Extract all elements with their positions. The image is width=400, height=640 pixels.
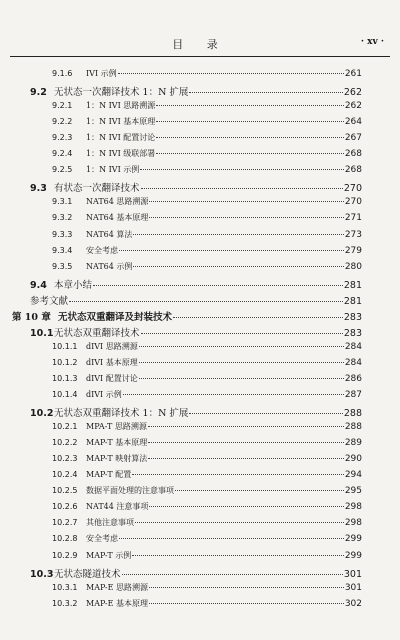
toc-entry-page: 281 [343, 279, 362, 291]
toc-entry-page: 288 [344, 422, 362, 433]
toc-dot-leader [139, 346, 344, 347]
toc-entry-title: NAT44 注意事项 [86, 502, 149, 512]
toc-entry-title: MAP-T 示例 [86, 550, 132, 560]
toc-entry-title: 参考文献 [30, 295, 69, 307]
toc-entry-page: 280 [344, 261, 362, 272]
toc-subsection-entry [52, 196, 362, 207]
toc-entry-page: 283 [343, 327, 362, 339]
toc-entry-number: 10.2.1 [52, 422, 78, 432]
toc-entry-page: 271 [344, 213, 362, 224]
toc-entry-number: 10.2.7 [52, 518, 78, 528]
toc-subsection-entry [52, 501, 362, 512]
toc-section-entry [30, 566, 362, 580]
toc-entry-title: 有状态一次翻译技术 [54, 183, 140, 195]
toc-entry-page: 268 [344, 165, 362, 176]
toc-entry-number: 9.3.3 [52, 229, 73, 239]
toc-entry-number: 10.2.8 [52, 534, 78, 544]
toc-subsection-entry [52, 212, 362, 223]
toc-entry-number: 10.1.4 [52, 390, 78, 399]
toc-dot-leader [123, 394, 344, 395]
toc-section-entry [30, 277, 362, 291]
toc-dot-leader [189, 413, 342, 414]
toc-chapter-entry [12, 309, 362, 323]
toc-entry-number: 10.3.1 [52, 582, 78, 592]
toc-entry-page: 299 [344, 550, 362, 561]
toc-entry-title: 1：N IVI 示例 [86, 165, 140, 175]
toc-dot-leader [175, 490, 344, 491]
toc-section-entry [30, 325, 362, 339]
page-number: · xv · [360, 37, 384, 47]
toc-dot-leader [141, 188, 343, 189]
toc-entry-title: 1：N IVI 基本原理 [86, 117, 156, 127]
toc-entry-title: NAT64 基本原理 [86, 213, 149, 223]
toc-entry-title: NAT64 示例 [86, 261, 133, 271]
toc-entry-title: NAT64 算法 [86, 229, 133, 239]
toc-entry-page: 295 [344, 486, 362, 497]
toc-entry-page: 270 [344, 197, 362, 208]
toc-entry-title: MAP-T 基本原理 [86, 438, 148, 448]
toc-entry-number: 10.2 [30, 408, 54, 420]
toc-entry-page: 268 [344, 149, 362, 160]
toc-section-entry [30, 180, 362, 194]
toc-dot-leader [132, 555, 344, 556]
toc-entry-page: 301 [344, 582, 362, 593]
toc-dot-leader [139, 362, 344, 363]
toc-entry-number: 10.2.9 [52, 550, 78, 560]
toc-entry-page: 264 [344, 117, 362, 128]
toc-entry-number: 10.1 [30, 327, 54, 339]
toc-entry-title: 其他注意事项 [86, 518, 134, 528]
toc-dot-leader [140, 169, 344, 170]
toc-dot-leader [148, 426, 344, 427]
toc-references-entry [30, 293, 362, 307]
toc-entry-number: 9.3.5 [52, 261, 73, 271]
toc-entry-number: 10.2.5 [52, 486, 78, 496]
toc-entry-page: 262 [344, 101, 362, 112]
toc-subsection-entry [52, 453, 362, 464]
toc-entry-page: 270 [343, 183, 362, 195]
toc-entry-title: MAP-E 基本原理 [86, 598, 148, 608]
toc-entry-title: 1：N IVI 思路溯源 [86, 101, 156, 111]
toc-dot-leader [141, 333, 343, 334]
toc-subsection-entry [52, 357, 362, 368]
toc-entry-page: 287 [344, 390, 362, 400]
toc-dot-leader [119, 538, 344, 539]
toc-entry-title: 无状态一次翻译技术 1：N 扩展 [54, 87, 189, 99]
toc-dot-leader [69, 301, 343, 302]
toc-subsection-entry [52, 485, 362, 496]
toc-entry-title: IVI 示例 [86, 69, 117, 78]
toc-dot-leader [149, 506, 343, 507]
toc-entry-title: 1：N IVI 级联部署 [86, 149, 156, 159]
toc-entry-title: 无状态双重翻译及封装技术 [58, 311, 173, 323]
toc-entry-page: 301 [343, 568, 362, 580]
toc-dot-leader [156, 105, 344, 106]
toc-entry-page: 262 [343, 87, 362, 99]
toc-subsection-entry [52, 469, 362, 480]
toc-entry-number: 10.3.2 [52, 598, 78, 608]
toc-entry-title: 无状态双重翻译技术 [54, 327, 140, 339]
toc-subsection-entry [52, 148, 362, 159]
toc-entry-title: 1：N IVI 配置讨论 [86, 133, 156, 143]
toc-subsection-entry [52, 245, 362, 256]
toc-entry-number: 9.2.3 [52, 133, 73, 143]
toc-entry-number: 9.4 [30, 279, 47, 291]
toc-dot-leader [173, 317, 343, 318]
toc-entry-title: MAP-E 思路溯源 [86, 582, 148, 592]
toc-entry-number: 9.2.4 [52, 149, 73, 159]
toc-subsection-entry [52, 421, 362, 432]
toc-subsection-entry [52, 598, 362, 609]
toc-section-entry [30, 405, 362, 419]
toc-entry-page: 298 [344, 518, 362, 529]
toc-subsection-entry [52, 533, 362, 544]
toc-subsection-entry [52, 164, 362, 175]
toc-subsection-entry [52, 550, 362, 561]
header-rule [10, 56, 390, 57]
toc-entry-page: 284 [344, 357, 362, 368]
toc-entry-title: dIVI 示例 [86, 390, 122, 399]
toc-entry-title: MAP-T 映射算法 [86, 454, 148, 464]
toc-dot-leader [119, 250, 344, 251]
toc-entry-title: 本章小结 [54, 279, 93, 291]
toc-entry-number: 10.2.6 [52, 502, 78, 512]
toc-entry-page: 279 [344, 245, 362, 256]
toc-subsection-entry [52, 517, 362, 528]
toc-entry-number: 10.2.4 [52, 470, 78, 480]
toc-dot-leader [149, 603, 344, 604]
page-header [10, 36, 390, 56]
toc-subsection-entry [52, 100, 362, 111]
toc-entry-number: 第 10 章 [12, 311, 51, 323]
toc-subsection-entry [52, 229, 362, 240]
toc-entry-page: 290 [344, 454, 362, 465]
toc-entry-number: 10.1.2 [52, 357, 78, 367]
toc-entry-title: 数据平面处理的注意事项 [86, 486, 174, 496]
toc-entry-title: MPA-T 思路溯源 [86, 422, 147, 432]
toc-subsection-entry [52, 261, 362, 272]
toc-subsection-entry [52, 68, 362, 79]
toc-entry-number: 9.2.2 [52, 117, 73, 127]
toc-entry-number: 9.2 [30, 87, 47, 99]
toc-dot-leader [156, 137, 344, 138]
toc-dot-leader [133, 266, 343, 267]
toc-entry-page: 299 [344, 534, 362, 545]
toc-entry-number: 9.2.5 [52, 165, 73, 175]
toc-dot-leader [133, 234, 343, 235]
toc-dot-leader [148, 442, 344, 443]
toc-dot-leader [149, 201, 343, 202]
toc-entry-number: 10.3 [30, 568, 54, 580]
toc-entry-number: 10.2.3 [52, 454, 78, 464]
toc-dot-leader [148, 458, 344, 459]
toc-entry-page: 302 [344, 598, 362, 609]
toc-entry-page: 273 [344, 229, 362, 240]
toc-entry-title: dIVI 配置讨论 [86, 373, 138, 383]
toc-entry-number: 9.3.2 [52, 213, 73, 223]
toc-subsection-entry [52, 373, 362, 384]
page-title: 目 录 [172, 38, 228, 51]
toc-entry-page: 298 [344, 502, 362, 513]
toc-entry-number: 9.3.1 [52, 197, 73, 207]
toc-subsection-entry [52, 116, 362, 127]
toc-dot-leader [135, 522, 344, 523]
toc-entry-title: NAT64 思路溯源 [86, 197, 149, 207]
toc-subsection-entry [52, 389, 362, 400]
toc-entry-title: dIVI 思路溯源 [86, 341, 138, 351]
toc-entry-page: 261 [344, 69, 362, 79]
toc-entry-number: 10.1.1 [52, 341, 78, 351]
toc-subsection-entry [52, 582, 362, 593]
toc-entry-page: 281 [343, 295, 362, 307]
toc-entry-page: 284 [344, 341, 362, 352]
toc-entry-title: dIVI 基本原理 [86, 357, 138, 367]
toc-dot-leader [156, 121, 344, 122]
toc-entry-page: 286 [344, 373, 362, 384]
toc-entry-page: 283 [343, 311, 362, 323]
toc-subsection-entry [52, 437, 362, 448]
toc-dot-leader [156, 153, 344, 154]
toc-entry-number: 9.3.4 [52, 245, 73, 255]
toc-entry-title: 安全考虑 [86, 534, 118, 544]
toc-dot-leader [132, 474, 344, 475]
toc-dot-leader [118, 73, 344, 74]
toc-dot-leader [93, 285, 343, 286]
toc-entry-title: 无状态双重翻译技术 1：N 扩展 [54, 408, 189, 420]
toc-entry-number: 10.1.3 [52, 373, 78, 383]
toc-section-entry [30, 84, 362, 98]
toc-entry-page: 267 [344, 133, 362, 144]
toc-entry-number: 9.1.6 [52, 69, 73, 78]
toc-dot-leader [189, 92, 342, 93]
toc-dot-leader [139, 378, 344, 379]
toc-entry-title: 安全考虑 [86, 245, 118, 255]
toc-entry-page: 289 [344, 438, 362, 449]
toc-dot-leader [149, 587, 344, 588]
toc-subsection-entry [52, 341, 362, 352]
toc-entry-title: MAP-T 配置 [86, 470, 132, 480]
toc-entry-page: 288 [343, 408, 362, 420]
toc-entry-number: 9.3 [30, 183, 47, 195]
toc-subsection-entry [52, 132, 362, 143]
toc-dot-leader [149, 217, 343, 218]
toc-dot-leader [122, 574, 343, 575]
toc-entry-number: 9.2.1 [52, 101, 73, 111]
toc-entry-title: 无状态隧道技术 [54, 568, 121, 580]
toc-entry-number: 10.2.2 [52, 438, 78, 448]
toc-entry-page: 294 [344, 470, 362, 481]
